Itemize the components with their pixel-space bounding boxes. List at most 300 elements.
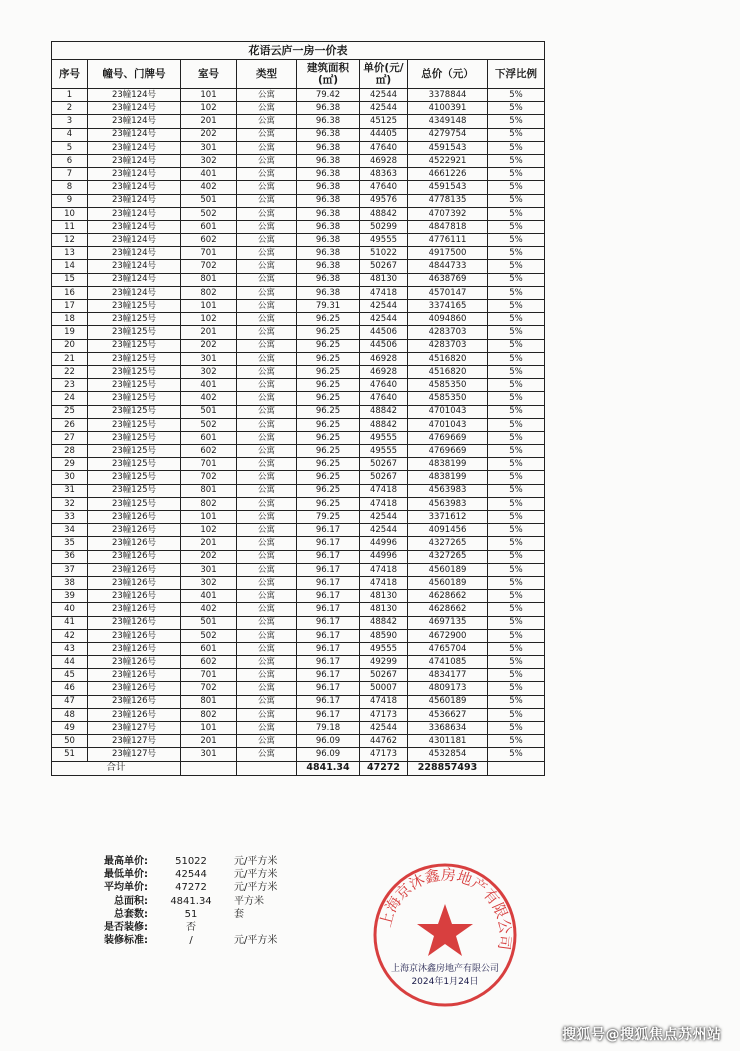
row-area: 96.38 <box>297 207 360 220</box>
row-building: 23幢125号 <box>88 431 181 444</box>
row-type: 公寓 <box>237 260 297 273</box>
row-room: 701 <box>181 458 237 471</box>
row-index: 45 <box>52 669 88 682</box>
table-row <box>52 669 545 682</box>
row-index: 51 <box>52 748 88 761</box>
row-unit-price: 49555 <box>360 642 408 655</box>
header-room: 室号 <box>181 60 237 89</box>
row-area: 96.17 <box>297 695 360 708</box>
row-unit-price: 44506 <box>360 339 408 352</box>
row-discount: 5% <box>488 220 545 233</box>
table-row <box>52 524 545 537</box>
row-building: 23幢124号 <box>88 115 181 128</box>
row-discount: 5% <box>488 497 545 510</box>
row-total-price: 4094860 <box>408 313 488 326</box>
total-avg-price: 47272 <box>360 761 408 775</box>
row-index: 38 <box>52 576 88 589</box>
row-type: 公寓 <box>237 352 297 365</box>
row-total-price: 3368634 <box>408 722 488 735</box>
summary-label: 最低单价: <box>104 869 148 881</box>
row-type: 公寓 <box>237 300 297 313</box>
row-index: 40 <box>52 603 88 616</box>
row-index: 30 <box>52 471 88 484</box>
row-room: 101 <box>181 511 237 524</box>
row-room: 401 <box>181 168 237 181</box>
table-row <box>52 550 545 563</box>
row-room: 801 <box>181 273 237 286</box>
summary-unit: 套 <box>234 908 244 920</box>
table-row <box>52 590 545 603</box>
row-type: 公寓 <box>237 722 297 735</box>
summary-row <box>98 895 294 908</box>
row-discount: 5% <box>488 405 545 418</box>
row-discount: 5% <box>488 326 545 339</box>
row-area: 96.17 <box>297 629 360 642</box>
table-row <box>52 286 545 299</box>
row-building: 23幢125号 <box>88 418 181 431</box>
row-unit-price: 48590 <box>360 629 408 642</box>
row-area: 96.25 <box>297 379 360 392</box>
row-discount: 5% <box>488 722 545 735</box>
row-discount: 5% <box>488 365 545 378</box>
row-type: 公寓 <box>237 181 297 194</box>
row-room: 602 <box>181 445 237 458</box>
row-type: 公寓 <box>237 656 297 669</box>
table-row <box>52 708 545 721</box>
summary-value: 47272 <box>175 882 207 894</box>
row-room: 701 <box>181 669 237 682</box>
row-total-price: 4327265 <box>408 537 488 550</box>
row-room: 802 <box>181 708 237 721</box>
row-index: 26 <box>52 418 88 431</box>
row-building: 23幢126号 <box>88 695 181 708</box>
row-total-price: 3378844 <box>408 89 488 102</box>
row-unit-price: 48130 <box>360 603 408 616</box>
row-area: 96.38 <box>297 247 360 260</box>
row-total-price: 4563983 <box>408 484 488 497</box>
row-building: 23幢126号 <box>88 682 181 695</box>
table-row <box>52 576 545 589</box>
table-row <box>52 511 545 524</box>
summary-unit: 元/平方米 <box>234 856 278 867</box>
row-type: 公寓 <box>237 220 297 233</box>
row-total-price: 4560189 <box>408 563 488 576</box>
row-unit-price: 42544 <box>360 722 408 735</box>
row-total-price: 4091456 <box>408 524 488 537</box>
row-discount: 5% <box>488 445 545 458</box>
row-discount: 5% <box>488 524 545 537</box>
row-total-price: 4560189 <box>408 576 488 589</box>
row-total-price: 4834177 <box>408 669 488 682</box>
row-unit-price: 47418 <box>360 497 408 510</box>
row-unit-price: 42544 <box>360 89 408 102</box>
row-room: 101 <box>181 300 237 313</box>
header-building: 幢号、门牌号 <box>88 60 181 89</box>
row-building: 23幢125号 <box>88 471 181 484</box>
row-building: 23幢124号 <box>88 286 181 299</box>
table-row <box>52 220 545 233</box>
row-total-price: 4838199 <box>408 458 488 471</box>
row-unit-price: 51022 <box>360 247 408 260</box>
row-index: 23 <box>52 379 88 392</box>
row-area: 96.17 <box>297 642 360 655</box>
row-total-price: 4769669 <box>408 445 488 458</box>
row-room: 201 <box>181 537 237 550</box>
row-discount: 5% <box>488 563 545 576</box>
row-index: 22 <box>52 365 88 378</box>
row-unit-price: 42544 <box>360 511 408 524</box>
table-row <box>52 234 545 247</box>
row-unit-price: 48363 <box>360 168 408 181</box>
row-discount: 5% <box>488 550 545 563</box>
row-index: 3 <box>52 115 88 128</box>
row-building: 23幢125号 <box>88 339 181 352</box>
header-total-price: 总价（元） <box>408 60 488 89</box>
row-building: 23幢126号 <box>88 537 181 550</box>
row-total-price: 4516820 <box>408 365 488 378</box>
row-index: 46 <box>52 682 88 695</box>
row-area: 96.38 <box>297 181 360 194</box>
row-room: 202 <box>181 550 237 563</box>
row-building: 23幢125号 <box>88 326 181 339</box>
row-type: 公寓 <box>237 603 297 616</box>
row-area: 96.17 <box>297 603 360 616</box>
row-index: 2 <box>52 102 88 115</box>
row-total-price: 4279754 <box>408 128 488 141</box>
row-type: 公寓 <box>237 642 297 655</box>
company-seal <box>370 860 520 1010</box>
seal-date: 2024年1月24日 <box>411 977 479 987</box>
row-building: 23幢125号 <box>88 484 181 497</box>
row-type: 公寓 <box>237 418 297 431</box>
row-discount: 5% <box>488 511 545 524</box>
row-building: 23幢126号 <box>88 616 181 629</box>
row-unit-price: 50267 <box>360 471 408 484</box>
row-building: 23幢126号 <box>88 511 181 524</box>
row-discount: 5% <box>488 313 545 326</box>
table-row <box>52 339 545 352</box>
header-unit-price: 单价(元/㎡) <box>360 60 408 89</box>
row-area: 96.38 <box>297 115 360 128</box>
row-area: 96.17 <box>297 563 360 576</box>
row-discount: 5% <box>488 300 545 313</box>
row-building: 23幢126号 <box>88 669 181 682</box>
row-room: 801 <box>181 695 237 708</box>
row-total-price: 4532854 <box>408 748 488 761</box>
row-total-price: 4741085 <box>408 656 488 669</box>
row-room: 101 <box>181 89 237 102</box>
row-unit-price: 44762 <box>360 735 408 748</box>
row-total-price: 4701043 <box>408 405 488 418</box>
row-discount: 5% <box>488 576 545 589</box>
row-type: 公寓 <box>237 141 297 154</box>
row-discount: 5% <box>488 115 545 128</box>
row-unit-price: 47418 <box>360 563 408 576</box>
row-unit-price: 42544 <box>360 300 408 313</box>
row-discount: 5% <box>488 735 545 748</box>
row-area: 96.25 <box>297 352 360 365</box>
row-unit-price: 47418 <box>360 576 408 589</box>
row-room: 501 <box>181 194 237 207</box>
row-unit-price: 48130 <box>360 273 408 286</box>
row-area: 96.17 <box>297 590 360 603</box>
row-area: 79.31 <box>297 300 360 313</box>
table-title: 花语云庐一房一价表 <box>52 42 545 60</box>
row-index: 7 <box>52 168 88 181</box>
summary-value: 51 <box>184 908 198 920</box>
row-discount: 5% <box>488 102 545 115</box>
row-index: 47 <box>52 695 88 708</box>
row-unit-price: 47640 <box>360 181 408 194</box>
row-discount: 5% <box>488 379 545 392</box>
row-room: 302 <box>181 154 237 167</box>
row-unit-price: 49555 <box>360 431 408 444</box>
table-row <box>52 260 545 273</box>
row-index: 9 <box>52 194 88 207</box>
row-total-price: 4283703 <box>408 339 488 352</box>
row-unit-price: 49299 <box>360 656 408 669</box>
table-row <box>52 102 545 115</box>
summary-row <box>98 855 294 868</box>
seal-ring-text: 上海京沐鑫房地产有限公司 <box>376 865 515 952</box>
row-building: 23幢125号 <box>88 365 181 378</box>
row-building: 23幢124号 <box>88 154 181 167</box>
row-area: 96.25 <box>297 431 360 444</box>
row-type: 公寓 <box>237 313 297 326</box>
row-unit-price: 48130 <box>360 590 408 603</box>
row-room: 702 <box>181 260 237 273</box>
row-discount: 5% <box>488 669 545 682</box>
table-row <box>52 603 545 616</box>
row-index: 35 <box>52 537 88 550</box>
row-unit-price: 47173 <box>360 748 408 761</box>
row-unit-price: 47418 <box>360 695 408 708</box>
summary-row <box>98 934 294 947</box>
row-total-price: 4707392 <box>408 207 488 220</box>
row-type: 公寓 <box>237 695 297 708</box>
row-building: 23幢125号 <box>88 379 181 392</box>
row-area: 96.25 <box>297 326 360 339</box>
row-discount: 5% <box>488 89 545 102</box>
row-type: 公寓 <box>237 616 297 629</box>
row-room: 602 <box>181 234 237 247</box>
row-discount: 5% <box>488 234 545 247</box>
row-type: 公寓 <box>237 431 297 444</box>
row-type: 公寓 <box>237 102 297 115</box>
row-unit-price: 47418 <box>360 484 408 497</box>
row-index: 37 <box>52 563 88 576</box>
row-discount: 5% <box>488 181 545 194</box>
row-room: 501 <box>181 405 237 418</box>
row-building: 23幢124号 <box>88 168 181 181</box>
summary-block <box>98 855 294 947</box>
row-building: 23幢124号 <box>88 89 181 102</box>
row-unit-price: 42544 <box>360 102 408 115</box>
row-type: 公寓 <box>237 708 297 721</box>
row-total-price: 4701043 <box>408 418 488 431</box>
row-discount: 5% <box>488 629 545 642</box>
row-discount: 5% <box>488 603 545 616</box>
row-unit-price: 47173 <box>360 708 408 721</box>
row-unit-price: 47418 <box>360 286 408 299</box>
header-discount: 下浮比例 <box>488 60 545 89</box>
row-index: 8 <box>52 181 88 194</box>
table-row <box>52 365 545 378</box>
row-total-price: 4591543 <box>408 141 488 154</box>
row-building: 23幢126号 <box>88 629 181 642</box>
table-row <box>52 682 545 695</box>
row-building: 23幢125号 <box>88 300 181 313</box>
row-type: 公寓 <box>237 207 297 220</box>
row-room: 102 <box>181 524 237 537</box>
row-unit-price: 44506 <box>360 326 408 339</box>
summary-value: 42544 <box>175 869 207 881</box>
row-total-price: 4769669 <box>408 431 488 444</box>
row-unit-price: 46928 <box>360 154 408 167</box>
header-area: 建筑面积(㎡) <box>297 60 360 89</box>
summary-row <box>98 881 294 894</box>
table-row <box>52 313 545 326</box>
row-type: 公寓 <box>237 365 297 378</box>
row-total-price: 4283703 <box>408 326 488 339</box>
row-building: 23幢124号 <box>88 181 181 194</box>
row-index: 25 <box>52 405 88 418</box>
row-discount: 5% <box>488 128 545 141</box>
row-room: 301 <box>181 352 237 365</box>
table-row <box>52 392 545 405</box>
row-area: 96.25 <box>297 497 360 510</box>
row-room: 402 <box>181 181 237 194</box>
row-index: 15 <box>52 273 88 286</box>
row-discount: 5% <box>488 616 545 629</box>
total-empty-room <box>181 761 237 775</box>
row-unit-price: 50007 <box>360 682 408 695</box>
row-room: 402 <box>181 603 237 616</box>
row-total-price: 4765704 <box>408 642 488 655</box>
row-type: 公寓 <box>237 471 297 484</box>
row-unit-price: 48842 <box>360 405 408 418</box>
row-index: 49 <box>52 722 88 735</box>
row-area: 79.25 <box>297 511 360 524</box>
row-building: 23幢125号 <box>88 458 181 471</box>
row-room: 802 <box>181 497 237 510</box>
row-area: 96.38 <box>297 141 360 154</box>
row-total-price: 4838199 <box>408 471 488 484</box>
summary-unit: 元/平方米 <box>234 882 278 894</box>
row-room: 601 <box>181 431 237 444</box>
row-index: 32 <box>52 497 88 510</box>
row-discount: 5% <box>488 352 545 365</box>
row-type: 公寓 <box>237 326 297 339</box>
row-total-price: 4563983 <box>408 497 488 510</box>
row-type: 公寓 <box>237 458 297 471</box>
row-room: 301 <box>181 563 237 576</box>
row-unit-price: 44996 <box>360 537 408 550</box>
row-building: 23幢126号 <box>88 524 181 537</box>
row-building: 23幢126号 <box>88 563 181 576</box>
row-type: 公寓 <box>237 445 297 458</box>
row-building: 23幢125号 <box>88 392 181 405</box>
row-building: 23幢127号 <box>88 722 181 735</box>
row-discount: 5% <box>488 695 545 708</box>
row-building: 23幢124号 <box>88 194 181 207</box>
row-unit-price: 44405 <box>360 128 408 141</box>
row-building: 23幢124号 <box>88 220 181 233</box>
row-area: 96.25 <box>297 471 360 484</box>
table-row <box>52 326 545 339</box>
row-room: 502 <box>181 207 237 220</box>
row-building: 23幢124号 <box>88 141 181 154</box>
row-room: 702 <box>181 682 237 695</box>
table-row <box>52 168 545 181</box>
row-building: 23幢125号 <box>88 352 181 365</box>
row-total-price: 4536627 <box>408 708 488 721</box>
row-total-price: 4628662 <box>408 603 488 616</box>
row-type: 公寓 <box>237 735 297 748</box>
row-type: 公寓 <box>237 286 297 299</box>
summary-label: 最高单价: <box>104 856 148 867</box>
table-row <box>52 642 545 655</box>
total-label: 合计 <box>52 761 181 775</box>
row-discount: 5% <box>488 207 545 220</box>
row-area: 96.17 <box>297 669 360 682</box>
row-room: 301 <box>181 141 237 154</box>
row-unit-price: 48842 <box>360 207 408 220</box>
row-total-price: 4560189 <box>408 695 488 708</box>
row-discount: 5% <box>488 682 545 695</box>
row-building: 23幢124号 <box>88 273 181 286</box>
row-building: 23幢125号 <box>88 497 181 510</box>
row-discount: 5% <box>488 339 545 352</box>
row-room: 202 <box>181 339 237 352</box>
row-area: 96.38 <box>297 220 360 233</box>
row-total-price: 4516820 <box>408 352 488 365</box>
row-unit-price: 46928 <box>360 365 408 378</box>
row-total-price: 4844733 <box>408 260 488 273</box>
row-area: 96.25 <box>297 313 360 326</box>
row-room: 702 <box>181 471 237 484</box>
row-area: 96.38 <box>297 260 360 273</box>
row-total-price: 4349148 <box>408 115 488 128</box>
row-discount: 5% <box>488 247 545 260</box>
row-total-price: 4809173 <box>408 682 488 695</box>
table-row <box>52 629 545 642</box>
row-room: 201 <box>181 115 237 128</box>
row-area: 96.09 <box>297 748 360 761</box>
row-discount: 5% <box>488 656 545 669</box>
row-unit-price: 44996 <box>360 550 408 563</box>
row-index: 18 <box>52 313 88 326</box>
row-type: 公寓 <box>237 115 297 128</box>
row-area: 96.25 <box>297 445 360 458</box>
row-index: 10 <box>52 207 88 220</box>
price-table <box>51 41 545 776</box>
row-type: 公寓 <box>237 154 297 167</box>
total-price: 228857493 <box>408 761 488 775</box>
table-row <box>52 141 545 154</box>
table-row <box>52 471 545 484</box>
table-row <box>52 563 545 576</box>
summary-value: 否 <box>186 921 196 933</box>
summary-unit: 平方米 <box>234 895 264 907</box>
row-type: 公寓 <box>237 669 297 682</box>
row-building: 23幢127号 <box>88 735 181 748</box>
row-area: 96.25 <box>297 339 360 352</box>
row-room: 601 <box>181 220 237 233</box>
row-discount: 5% <box>488 431 545 444</box>
summary-unit <box>234 921 294 934</box>
row-building: 23幢126号 <box>88 590 181 603</box>
